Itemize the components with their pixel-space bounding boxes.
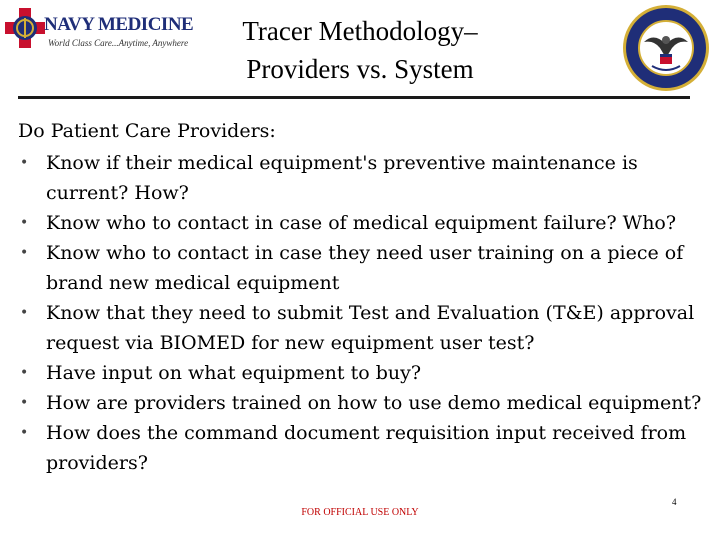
bullet-list [18, 148, 708, 478]
bullet-icon: • [20, 245, 29, 261]
bullet-icon: • [20, 305, 29, 321]
official-use-notice: FOR OFFICIAL USE ONLY [301, 507, 419, 518]
list-item [18, 208, 708, 238]
bullet-icon: • [20, 155, 29, 171]
navy-medicine-logo [4, 4, 194, 54]
title-line-1: Tracer Methodology– [242, 16, 478, 46]
list-item-text: How are providers trained on how to use demo medical equipment? [46, 392, 702, 414]
section-heading: Do Patient Care Providers: [18, 120, 276, 142]
department-of-the-navy-seal-icon [622, 4, 710, 92]
bullet-icon: • [20, 425, 29, 441]
list-item [18, 358, 708, 388]
logo-brand-text: NAVY MEDICINE [44, 14, 194, 35]
list-item [18, 418, 708, 478]
navy-medicine-logo-icon [4, 6, 46, 50]
list-item [18, 148, 708, 208]
bullet-icon: • [20, 365, 29, 381]
title-line-2: Providers vs. System [246, 54, 474, 84]
bullet-icon: • [20, 215, 29, 231]
page-title [170, 12, 550, 88]
list-item [18, 238, 708, 298]
list-item [18, 298, 708, 358]
bullet-icon: • [20, 395, 29, 411]
page-number: 4 [672, 497, 677, 507]
list-item-text: Know who to contact in case of medical equipment failure? Who? [46, 212, 677, 234]
list-item-text: Know that they need to submit Test and Evaluation (T&E) approval request via BIOMED for new equipment user test? [46, 302, 695, 354]
list-item-text: Know if their medical equipment's preventive maintenance is current? How? [46, 152, 638, 204]
logo-tagline: World Class Care...Anytime, Anywhere [48, 38, 189, 48]
list-item-text: Know who to contact in case they need user training on a piece of brand new medical equipment [46, 242, 684, 294]
header-divider [18, 96, 690, 99]
list-item-text: Have input on what equipment to buy? [46, 362, 422, 384]
list-item [18, 388, 708, 418]
slide-body [18, 116, 708, 478]
list-item-text: How does the command document requisition input received from providers? [46, 422, 687, 474]
